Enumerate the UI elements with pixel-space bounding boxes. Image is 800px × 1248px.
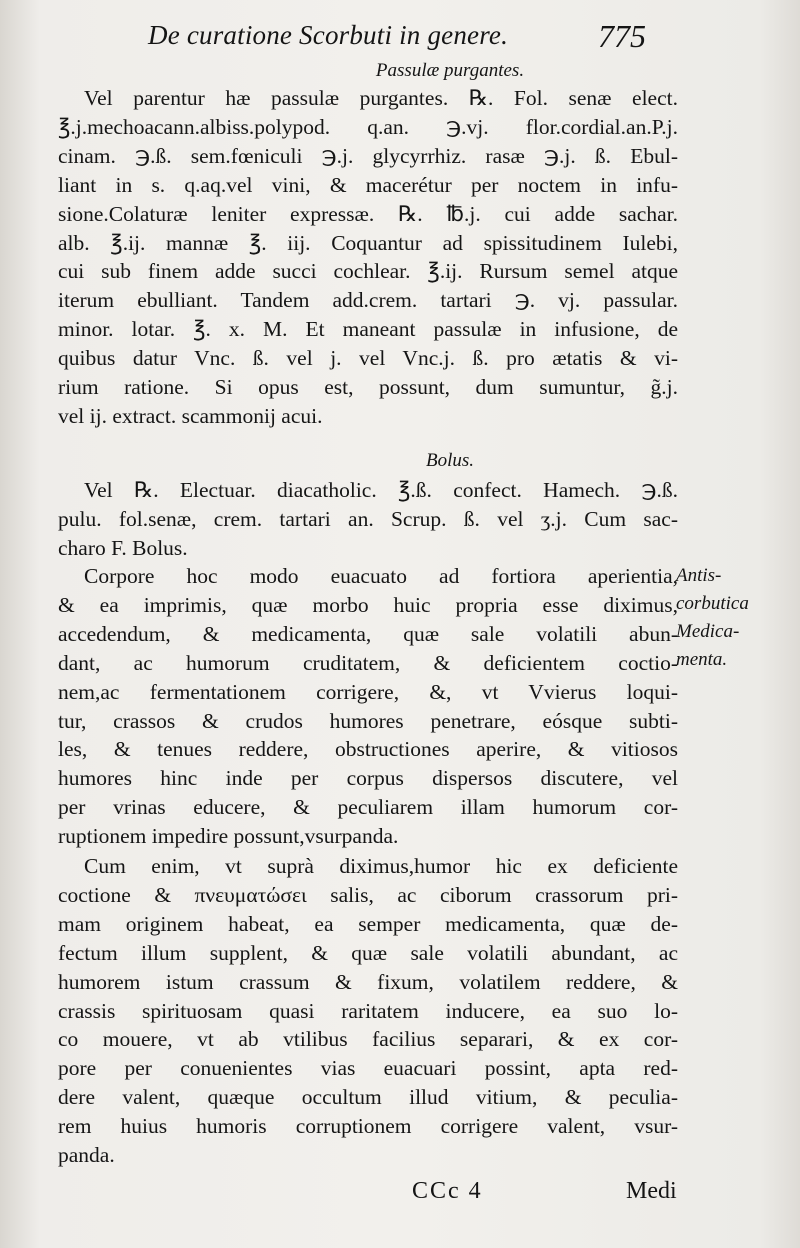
signature-mark: CCc 4 (412, 1178, 483, 1204)
page-header (0, 18, 800, 62)
text-line: rium ratione. Si opus est, possunt, dum sumuntur, g̃.j. (58, 375, 678, 400)
text-line: co mouere, vt ab vtilibus facilius separari, & ex cor- (58, 1027, 678, 1052)
text-line: coctione & πνευματώσει salis, ac ciborum crassorum pri- (58, 882, 678, 907)
recipe-bolus (58, 476, 678, 563)
text-line: humorem istum crassum & fixum, volatilem reddere, & (58, 969, 678, 994)
text-line: Vel parentur hæ passulæ purgantes. ℞. Fol. senæ elect. (84, 86, 678, 110)
margin-note-line: Medica- (676, 621, 740, 642)
text-line: alb. ℥.ij. mannæ ℥. iij. Coquantur ad spissitudinem Iulebi, (58, 230, 678, 255)
section-heading-passulae: Passulæ purgantes. (375, 60, 525, 81)
text-line: mam originem habeat, ea semper medicamenta, quæ de- (58, 911, 678, 936)
text-line: panda. (58, 1143, 115, 1168)
text-line: dere valent, quæque occultum illud vitium, & peculia- (58, 1085, 678, 1110)
text-line: dant, ac humorum cruditatem, & deficientem coctio- (58, 650, 678, 675)
text-line: fectum illum supplent, & quæ sale volatili abundant, ac (58, 940, 678, 965)
margin-note-line: Antis- (676, 565, 722, 586)
text-line: cinam. ℈.ß. sem.fœniculi ℈.j. glycyrrhiz. rasæ ℈.j. ß. Ebul- (58, 143, 678, 168)
text-line: liant in s. q.aq.vel vini, & macerétur per noctem in infu- (58, 172, 678, 197)
text-line: pore per conuenientes vias euacuari possint, apta red- (58, 1056, 678, 1081)
margin-note (676, 562, 796, 674)
text-line: Cum enim, vt suprà diximus,humor hic ex deficiente (84, 854, 678, 878)
text-line: charo F. Bolus. (58, 535, 188, 560)
text-line: pulu. fol.senæ, crem. tartari an. Scrup. ß. vel ʒ.j. Cum sac- (58, 506, 678, 531)
text-line: accedendum, & medicamenta, quæ sale volatili abun- (58, 621, 678, 646)
text-line: per vrinas educere, & peculiarem illam humorum cor- (58, 795, 678, 820)
catchword: Medi (626, 1178, 677, 1204)
page-number: 775 (598, 18, 646, 54)
paragraph-corpore (58, 562, 678, 851)
text-line: nem,ac fermentationem corrigere, &, vt Vvierus loqui- (58, 679, 678, 704)
text-line: minor. lotar. ℥. x. M. Et maneant passulæ in infusione, de (58, 317, 678, 342)
text-line: cui sub finem adde succi cochlear. ℥.ij. Rursum semel atque (58, 259, 678, 284)
page-footer (0, 1178, 800, 1218)
text-line: rem huius humoris corruptionem corrigere valent, vsur- (58, 1114, 678, 1139)
running-title: De curatione Scorbuti in genere. (148, 20, 509, 50)
text-line: vel ij. extract. scammonij acui. (58, 403, 323, 428)
margin-note-line: corbutica (676, 593, 749, 614)
paragraph-cum-enim (58, 852, 678, 1170)
text-line: iterum ebulliant. Tandem add.crem. tartari ℈. vj. passular. (58, 288, 678, 313)
text-line: humores hinc inde per corpus dispersos discutere, vel (58, 766, 678, 791)
text-line: & ea imprimis, quæ morbo huic propria esse diximus, (58, 592, 678, 617)
text-line: ruptionem impedire possunt,vsurpanda. (58, 824, 399, 849)
text-line: sione.Colaturæ leniter expressæ. ℞. ℔.j. cui adde sachar. (58, 201, 678, 226)
text-line: les, & tenues reddere, obstructiones aperire, & vitiosos (58, 737, 678, 762)
text-line: tur, crassos & crudos humores penetrare, eósque subti- (58, 708, 678, 733)
section-heading-bolus: Bolus. (425, 450, 475, 471)
text-line: Corpore hoc modo euacuato ad fortiora aperientia, (84, 564, 678, 588)
text-line: Vel ℞. Electuar. diacatholic. ℥.ß. confect. Hamech. ℈.ß. (84, 478, 678, 502)
recipe-passulae (58, 84, 678, 431)
text-line: quibus datur Vnc. ß. vel j. vel Vnc.j. ß. pro ætatis & vi- (58, 346, 678, 371)
text-line: ℥.j.mechoacann.albiss.polypod. q.an. ℈.vj. flor.cordial.an.P.j. (58, 114, 678, 139)
text-line: crassis spirituosam quasi raritatem inducere, ea suo lo- (58, 998, 678, 1023)
margin-note-line: menta. (676, 649, 728, 670)
